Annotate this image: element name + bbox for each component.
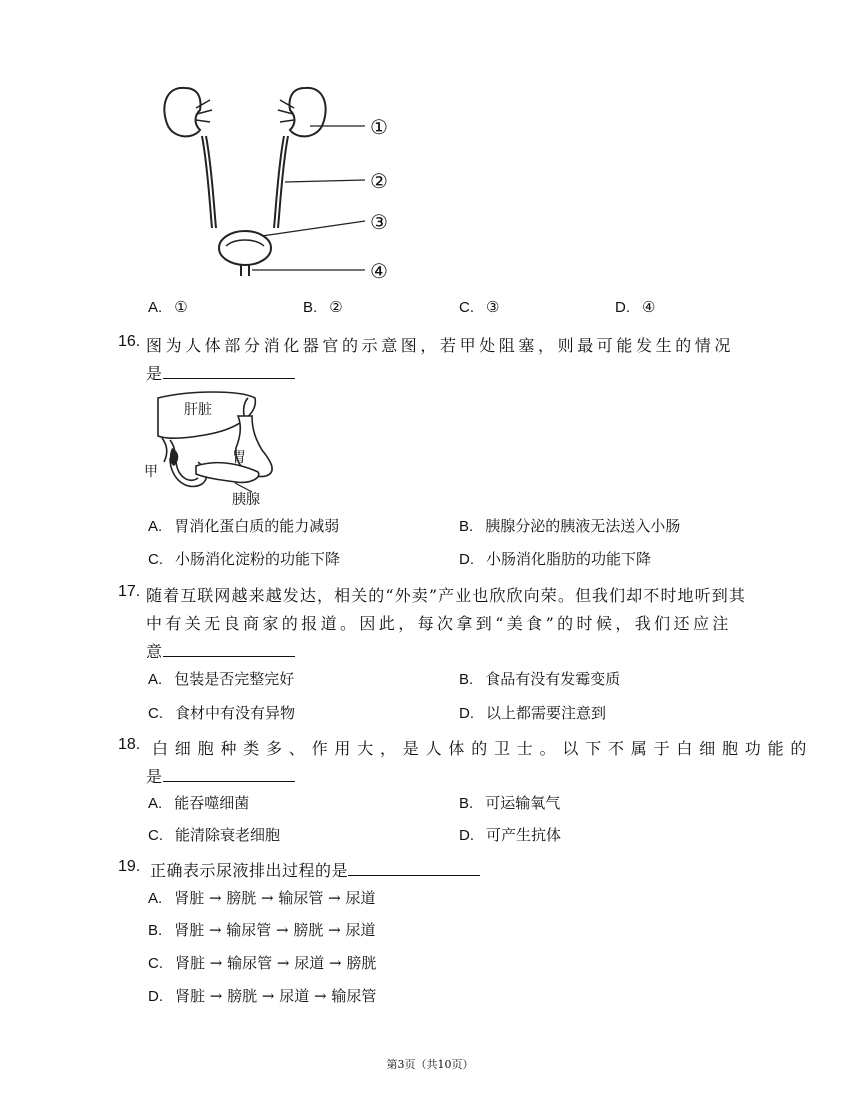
q17-option-a[interactable]: A. 包装是否完整完好 [148,670,295,688]
pancreas-label: 胰腺 [232,492,260,508]
q19-option-b[interactable]: B. 肾脏 → 输尿管 → 膀胱 → 尿道 [148,921,376,939]
jia-label: 甲 [144,464,158,480]
q16-option-b[interactable]: B. 胰腺分泌的胰液无法送入小肠 [459,517,681,535]
q17-stem-line2: 中有关无良商家的报道。因此，每次拿到“美食”的时候，我们还应注 [146,614,732,633]
q15-option-d[interactable]: D. ④ [615,298,656,316]
q17-stem-line3: 意 [146,639,295,662]
q16-option-d[interactable]: D. 小肠消化脂肪的功能下降 [459,550,652,568]
q18-option-a[interactable]: A. 能吞噬细菌 [148,794,250,812]
q17-option-c[interactable]: C. 食材中有没有异物 [148,704,296,722]
q16-number: 16. [118,333,141,350]
q18-stem-line1: 白细胞种类多、作用大，是人体的卫士。以下不属于白细胞功能的 [152,739,814,758]
page-footer: 第3页（共10页） [386,1058,474,1071]
q17-option-b[interactable]: B. 食品有没有发霉变质 [459,670,621,688]
answer-blank[interactable] [163,642,295,657]
label-2: ② [370,169,388,193]
label-4: ④ [370,259,388,283]
q16-stem-line1: 图为人体部分消化器官的示意图，若甲处阻塞，则最可能发生的情况 [146,336,735,355]
q17-option-d[interactable]: D. 以上都需要注意到 [459,704,607,722]
q15-option-a[interactable]: A. ① [148,298,188,316]
q18-option-d[interactable]: D. 可产生抗体 [459,826,562,844]
q16-option-c[interactable]: C. 小肠消化淀粉的功能下降 [148,550,341,568]
q19-option-a[interactable]: A. 肾脏 → 膀胱 → 输尿管 → 尿道 [148,889,376,907]
q16-option-a[interactable]: A. 胃消化蛋白质的能力减弱 [148,517,340,535]
digestive-organs-figure [140,388,300,510]
answer-blank[interactable] [163,364,295,379]
q15-option-b[interactable]: B. ② [303,298,343,316]
label-1: ① [370,115,388,139]
q15-option-c[interactable]: C. ③ [459,298,500,316]
q18-number: 18. [118,736,141,753]
stomach-label: 胃 [232,450,246,466]
q19-stem: 正确表示尿液排出过程的是 [150,858,480,881]
q19-number: 19. [118,858,141,875]
liver-label: 肝脏 [184,402,212,418]
label-3: ③ [370,210,388,234]
q18-option-c[interactable]: C. 能清除衰老细胞 [148,826,281,844]
q18-stem-line2: 是 [146,764,295,787]
q18-option-b[interactable]: B. 可运输氧气 [459,794,561,812]
q17-stem-line1: 随着互联网越来越发达，相关的“外卖”产业也欣欣向荣。但我们却不时地听到其 [146,586,746,605]
answer-blank[interactable] [348,861,480,876]
q16-stem-line2: 是 [146,361,295,384]
q17-number: 17. [118,583,141,600]
q19-option-c[interactable]: C. 肾脏 → 输尿管 → 尿道 → 膀胱 [148,954,377,972]
q19-option-d[interactable]: D. 肾脏 → 膀胱 → 尿道 → 输尿管 [148,987,377,1005]
answer-blank[interactable] [163,767,295,782]
urinary-system-figure [140,78,410,288]
